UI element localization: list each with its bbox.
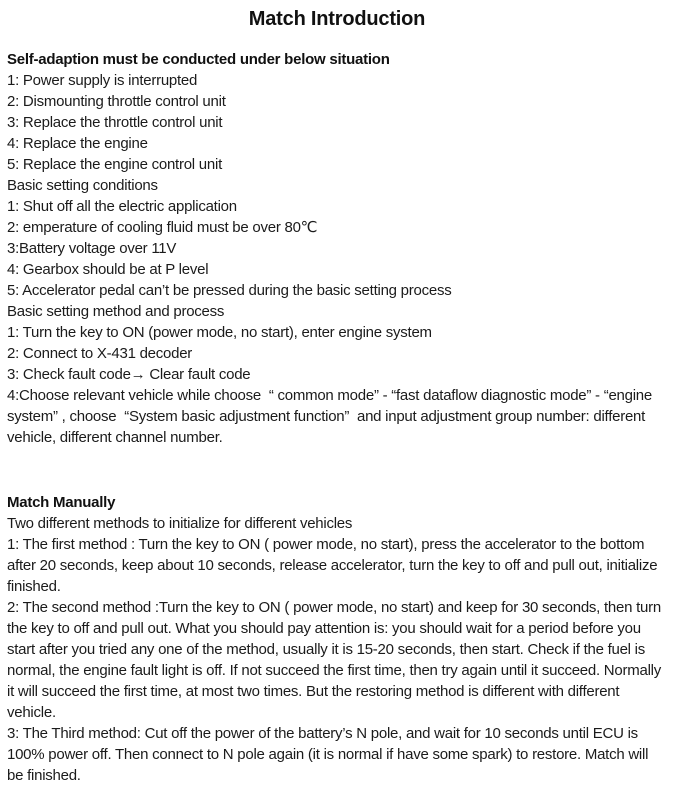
paragraph: 3:Battery voltage over 11V bbox=[7, 240, 177, 257]
section-heading: Match Manually bbox=[7, 494, 116, 511]
paragraph: 1: Power supply is interrupted bbox=[7, 72, 198, 89]
paragraph: 2: Connect to X-431 decoder bbox=[7, 345, 193, 362]
paragraph: 1: The first method : Turn the key to ON ( power mode, no start), press the accelerator to the bottom after 20 seconds, keep about 10 seconds, release accelerator, turn the key to off and pull out, initialize finished. bbox=[7, 536, 662, 595]
paragraph: 5: Accelerator pedal can’t be pressed during the basic setting process bbox=[7, 282, 452, 299]
paragraph: 1: Shut off all the electric application bbox=[7, 198, 237, 215]
document-body bbox=[7, 49, 667, 786]
paragraph: 3: Check fault code→ Clear fault code bbox=[7, 366, 251, 383]
paragraph: 3: The Third method: Cut off the power of the battery’s N pole, and wait for 10 seconds until ECU is 100% power off. Then connect to N pole again (it is normal if have some spark) to restore. Match will be finished. bbox=[7, 725, 653, 784]
section bbox=[7, 492, 667, 786]
paragraph: 2: The second method :Turn the key to ON ( power mode, no start) and keep for 30 seconds, then turn the key to off and pull out. What you should pay attention is: you should wait for a period before you start after you tried any one of the method, usually it is 15-20 seconds, then start. Check if the fuel is normal, the engine fault light is off. If not succeed the first time, then try again until it succeed. Normally it will succeed the first time, at most two times. But the restoring method is different with different vehicle. bbox=[7, 599, 665, 721]
paragraph: 5: Replace the engine control unit bbox=[7, 156, 222, 173]
paragraph: 4: Replace the engine bbox=[7, 135, 148, 152]
section-heading: Self-adaption must be conducted under below situation bbox=[7, 51, 390, 68]
paragraph: 3: Replace the throttle control unit bbox=[7, 114, 223, 131]
paragraph: 2: Dismounting throttle control unit bbox=[7, 93, 226, 110]
page-title: Match Introduction bbox=[248, 8, 426, 30]
paragraph: 2: emperature of cooling fluid must be over 80℃ bbox=[7, 219, 318, 236]
paragraph: Two different methods to initialize for different vehicles bbox=[7, 515, 353, 532]
paragraph: 1: Turn the key to ON (power mode, no start), enter engine system bbox=[7, 324, 432, 341]
paragraph: Basic setting method and process bbox=[7, 303, 225, 320]
paragraph: Basic setting conditions bbox=[7, 177, 158, 194]
paragraph: 4:Choose relevant vehicle while choose “ common mode” - “fast dataflow diagnostic mode” - “engine system” , choose “System basic adjustment function” and input adjustment group number: different vehicle, different channel number. bbox=[7, 387, 656, 446]
section bbox=[7, 49, 667, 448]
paragraph: 4: Gearbox should be at P level bbox=[7, 261, 209, 278]
